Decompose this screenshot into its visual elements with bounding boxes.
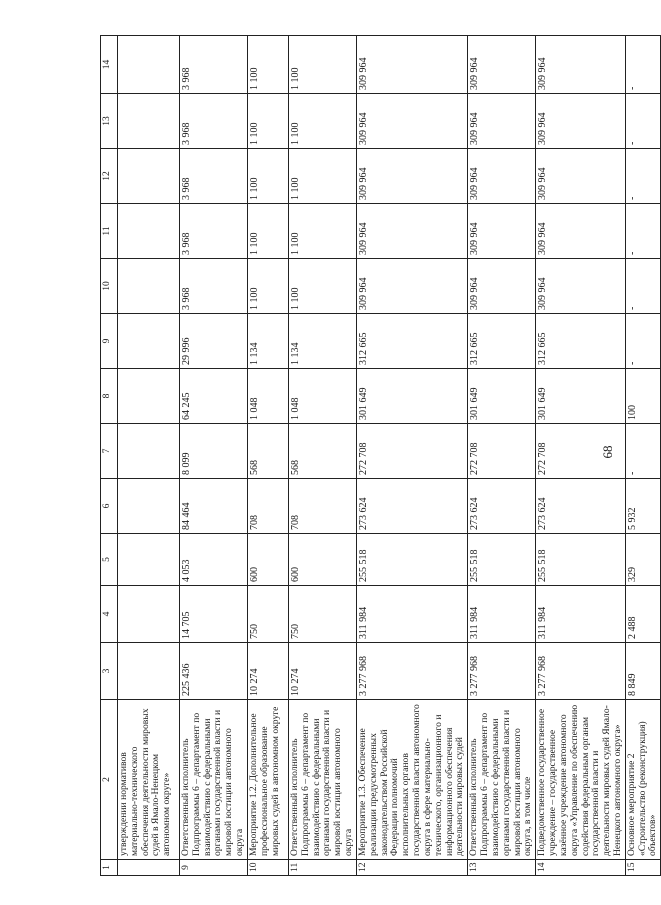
value-cell: 312 665 xyxy=(536,314,626,369)
value-cell: 255 518 xyxy=(468,534,536,586)
rotated-table-container xyxy=(100,36,659,876)
description-cell: Ответственный исполнитель Подпрограммы 6 – департамент по взаимодействию с федеральными органами государственной власти и мировой юстиции автономного округа, в том числе xyxy=(468,700,536,860)
value-cell: 568 xyxy=(247,424,288,479)
value-cell: 309 964 xyxy=(468,204,536,259)
value-cell: 301 649 xyxy=(356,369,467,424)
value-cell: 3 968 xyxy=(180,36,248,94)
value-cell: 5 932 xyxy=(625,479,660,534)
row-number-cell: 14 xyxy=(536,860,626,876)
value-cell: 3 277 968 xyxy=(356,643,467,700)
value-cell: - xyxy=(625,36,660,94)
value-cell xyxy=(118,369,180,424)
value-cell: 600 xyxy=(288,534,356,586)
column-header: 14 xyxy=(101,36,118,94)
value-cell: 29 996 xyxy=(180,314,248,369)
value-cell xyxy=(118,424,180,479)
value-cell: 309 964 xyxy=(356,204,467,259)
value-cell: 3 277 968 xyxy=(536,643,626,700)
description-cell: Мероприятие 1.2. Дополнительное профессиональное образование мировых судей в автономном округе xyxy=(247,700,288,860)
value-cell: 312 665 xyxy=(468,314,536,369)
value-cell: 100 xyxy=(625,369,660,424)
column-header: 2 xyxy=(101,700,118,860)
column-header: 8 xyxy=(101,369,118,424)
row-number-cell xyxy=(118,860,180,876)
column-header: 1 xyxy=(101,860,118,876)
description-cell: Основное мероприятие 2 «Строительство (реконструкция) объектов» xyxy=(625,700,660,860)
column-header: 4 xyxy=(101,586,118,643)
description-cell: Ответственный исполнитель Подпрограммы 6 – департамент по взаимодействию с федеральными органами государственной власти и мировой юстиции автономного округа xyxy=(288,700,356,860)
description-cell: Ответственный исполнитель Подпрограммы 6 – департамент по взаимодействию с федеральными органами государственной власти и мировой юстиции автономного округа xyxy=(180,700,248,860)
value-cell: 311 984 xyxy=(468,586,536,643)
value-cell: 750 xyxy=(288,586,356,643)
value-cell: 309 964 xyxy=(536,149,626,204)
value-cell: 1 100 xyxy=(247,94,288,149)
value-cell: 3 277 968 xyxy=(468,643,536,700)
table-row xyxy=(180,36,248,876)
value-cell: 3 968 xyxy=(180,204,248,259)
value-cell: - xyxy=(625,314,660,369)
value-cell: 1 100 xyxy=(288,149,356,204)
value-cell: 311 984 xyxy=(536,586,626,643)
value-cell: 1 100 xyxy=(247,149,288,204)
table-row xyxy=(247,36,288,876)
value-cell xyxy=(118,149,180,204)
table-row xyxy=(468,36,536,876)
budget-table xyxy=(100,35,661,876)
value-cell: 273 624 xyxy=(468,479,536,534)
value-cell: 14 705 xyxy=(180,586,248,643)
value-cell xyxy=(118,586,180,643)
value-cell: 10 274 xyxy=(247,643,288,700)
description-cell: утверждении нормативов материально-технического обеспечения деятельности мировых судей в Ямало-Ненецком автономном округе» xyxy=(118,700,180,860)
value-cell: 309 964 xyxy=(356,259,467,314)
column-header: 3 xyxy=(101,643,118,700)
value-cell: 272 708 xyxy=(536,424,626,479)
value-cell: 1 100 xyxy=(288,36,356,94)
value-cell: 3 968 xyxy=(180,259,248,314)
row-number-cell: 11 xyxy=(288,860,356,876)
value-cell: 225 436 xyxy=(180,643,248,700)
table-row xyxy=(625,36,660,876)
value-cell: 4 053 xyxy=(180,534,248,586)
value-cell: 8 849 xyxy=(625,643,660,700)
column-header: 12 xyxy=(101,149,118,204)
value-cell: - xyxy=(625,94,660,149)
value-cell: 1 100 xyxy=(247,36,288,94)
value-cell: 309 964 xyxy=(468,36,536,94)
column-header: 7 xyxy=(101,424,118,479)
value-cell: 255 518 xyxy=(356,534,467,586)
value-cell xyxy=(118,36,180,94)
value-cell: 2 488 xyxy=(625,586,660,643)
value-cell: 301 649 xyxy=(468,369,536,424)
row-number-cell: 10 xyxy=(247,860,288,876)
value-cell: - xyxy=(625,259,660,314)
value-cell: 312 665 xyxy=(356,314,467,369)
value-cell: 309 964 xyxy=(536,259,626,314)
row-number-cell: 13 xyxy=(468,860,536,876)
value-cell: 309 964 xyxy=(468,94,536,149)
value-cell: 309 964 xyxy=(468,149,536,204)
row-number-cell: 12 xyxy=(356,860,467,876)
value-cell: 1 134 xyxy=(288,314,356,369)
value-cell: 8 099 xyxy=(180,424,248,479)
value-cell: 64 245 xyxy=(180,369,248,424)
value-cell xyxy=(118,94,180,149)
column-header: 5 xyxy=(101,534,118,586)
value-cell: - xyxy=(625,424,660,479)
value-cell: 309 964 xyxy=(468,259,536,314)
value-cell xyxy=(118,259,180,314)
value-cell: 600 xyxy=(247,534,288,586)
value-cell: 3 968 xyxy=(180,94,248,149)
value-cell: 750 xyxy=(247,586,288,643)
value-cell: 1 048 xyxy=(288,369,356,424)
value-cell: 708 xyxy=(247,479,288,534)
value-cell xyxy=(118,643,180,700)
value-cell: 1 100 xyxy=(247,204,288,259)
column-header: 10 xyxy=(101,259,118,314)
value-cell: 708 xyxy=(288,479,356,534)
value-cell: 273 624 xyxy=(356,479,467,534)
column-header: 9 xyxy=(101,314,118,369)
value-cell: - xyxy=(625,204,660,259)
value-cell: 255 518 xyxy=(536,534,626,586)
table-header-row xyxy=(101,36,118,876)
value-cell xyxy=(118,534,180,586)
column-header: 13 xyxy=(101,94,118,149)
value-cell: 309 964 xyxy=(536,36,626,94)
value-cell: 1 048 xyxy=(247,369,288,424)
value-cell: 301 649 xyxy=(536,369,626,424)
value-cell: 1 134 xyxy=(247,314,288,369)
table-row xyxy=(288,36,356,876)
value-cell: 1 100 xyxy=(288,204,356,259)
value-cell: 309 964 xyxy=(356,94,467,149)
value-cell: 272 708 xyxy=(356,424,467,479)
value-cell: 309 964 xyxy=(356,149,467,204)
value-cell: 84 464 xyxy=(180,479,248,534)
value-cell: 309 964 xyxy=(356,36,467,94)
description-cell: Мероприятие 1.3. Обеспечение реализации предусмотренных законодательством Российской Федерации полномочий исполнительных органов государственной власти автономного округа в сфере материально-технического, организационного и информационного обеспечения деятельности мировых судей xyxy=(356,700,467,860)
row-number-cell: 15 xyxy=(625,860,660,876)
table-row xyxy=(118,36,180,876)
description-cell: Подведомственное государственное учреждение – государственное казённое учреждение автономного округа «Управление по обеспечению содействия федеральным органам государственной власти и деятельности мировых судей Ямало-Ненецкого автономного округа» xyxy=(536,700,626,860)
value-cell xyxy=(118,314,180,369)
value-cell xyxy=(118,479,180,534)
page-number: 68 xyxy=(600,445,615,459)
column-header: 11 xyxy=(101,204,118,259)
value-cell: 329 xyxy=(625,534,660,586)
value-cell: 568 xyxy=(288,424,356,479)
value-cell: 309 964 xyxy=(536,94,626,149)
column-header: 6 xyxy=(101,479,118,534)
value-cell: - xyxy=(625,149,660,204)
table-row xyxy=(536,36,626,876)
value-cell: 1 100 xyxy=(247,259,288,314)
value-cell xyxy=(118,204,180,259)
value-cell: 1 100 xyxy=(288,94,356,149)
value-cell: 309 964 xyxy=(536,204,626,259)
value-cell: 272 708 xyxy=(468,424,536,479)
value-cell: 10 274 xyxy=(288,643,356,700)
table-row xyxy=(356,36,467,876)
value-cell: 3 968 xyxy=(180,149,248,204)
value-cell: 273 624 xyxy=(536,479,626,534)
value-cell: 1 100 xyxy=(288,259,356,314)
row-number-cell: 9 xyxy=(180,860,248,876)
value-cell: 311 984 xyxy=(356,586,467,643)
